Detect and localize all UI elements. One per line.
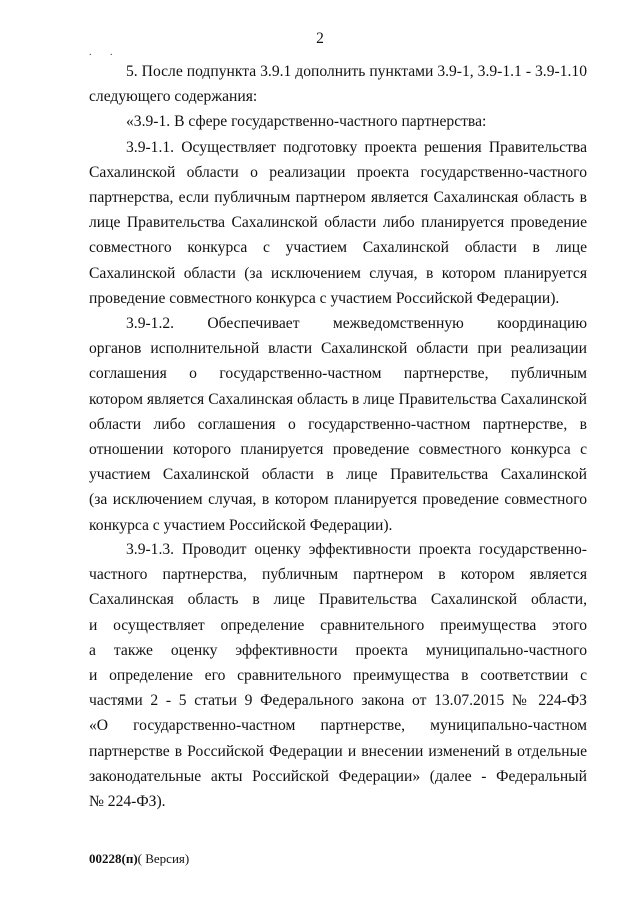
paragraph-3-9-1-3 <box>89 537 587 814</box>
text-line: № 224-ФЗ). <box>89 792 166 810</box>
text-line: участием Сахалинской области в лице Правительства Сахалинской <box>89 466 587 484</box>
text-line: следующего содержания: <box>89 88 258 106</box>
text-line: 3.9-1.1. Осуществляет подготовку проекта решения Правительства <box>126 138 587 156</box>
text-line: соглашения о государственно-частном партнерстве, публичным <box>89 365 587 383</box>
text-line: совместного конкурса с участием Сахалинской области в лице <box>89 239 587 257</box>
text-line: области либо соглашения о государственно-частном партнерстве, в <box>89 415 587 433</box>
text-line: проведение совместного конкурса с участием Российской Федерации). <box>89 289 560 307</box>
paragraph-section-heading <box>89 109 587 134</box>
text-line: отношении которого планируется проведение совместного конкурса с <box>89 440 587 458</box>
text-line: законодательные акты Российской Федерации» (далее - Федеральный <box>89 767 587 785</box>
document-footer <box>89 851 189 867</box>
text-line: и определение его сравнительного преимущества в соответствии с <box>89 666 587 684</box>
text-line: (за исключением случая, в котором планируется проведение совместного <box>89 491 587 509</box>
text-line: Сахалинская область в лице Правительства Сахалинской области, <box>89 591 587 609</box>
text-line: 3.9-1.2. Обеспечивает межведомственную координацию <box>126 315 587 332</box>
text-line: лице Правительства Сахалинской области либо планируется проведение <box>89 214 587 232</box>
paragraph-amendment-intro <box>89 59 587 109</box>
paragraph-3-9-1-1 <box>89 135 587 311</box>
text-line: частного партнерства, публичным партнером в котором является <box>89 566 587 584</box>
text-line: 5. После подпункта 3.9.1 дополнить пунктами 3.9-1, 3.9-1.1 - 3.9-1.10 <box>126 63 587 80</box>
text-line: а также оценку эффективности проекта муниципально-частного <box>89 641 587 659</box>
text-line: и осуществляет определение сравнительного преимущества этого <box>89 616 587 634</box>
page-number: 2 <box>316 30 324 47</box>
text-line: «3.9-1. В сфере государственно-частного партнерства: <box>126 113 487 131</box>
text-line: 3.9-1.3. Проводит оценку эффективности проекта государственно- <box>126 541 587 558</box>
paragraph-3-9-1-2 <box>89 311 587 538</box>
text-line: частями 2 - 5 статьи 9 Федерального закона от 13.07.2015 № 224-ФЗ <box>89 692 587 710</box>
text-line: партнерстве в Российской Федерации и внесении изменений в отдельные <box>89 742 587 760</box>
text-line: Сахалинской области (за исключением случая, в котором планируется <box>89 264 587 282</box>
text-line: конкурса с участием Российской Федерации). <box>89 516 393 534</box>
text-line: «О государственно-частном партнерстве, муниципально-частном <box>89 717 587 735</box>
text-line: партнерства, если публичным партнером является Сахалинская область в <box>89 188 587 206</box>
document-code: 00228(п) <box>89 851 138 866</box>
text-line: Сахалинской области о реализации проекта государственно-частного <box>89 163 587 181</box>
text-line: органов исполнительной власти Сахалинской области при реализации <box>89 340 587 358</box>
document-version: ( Версия) <box>137 851 190 866</box>
text-line: котором является Сахалинская область в лице Правительства Сахалинской <box>89 390 587 408</box>
scan-marks: . . <box>89 47 121 58</box>
